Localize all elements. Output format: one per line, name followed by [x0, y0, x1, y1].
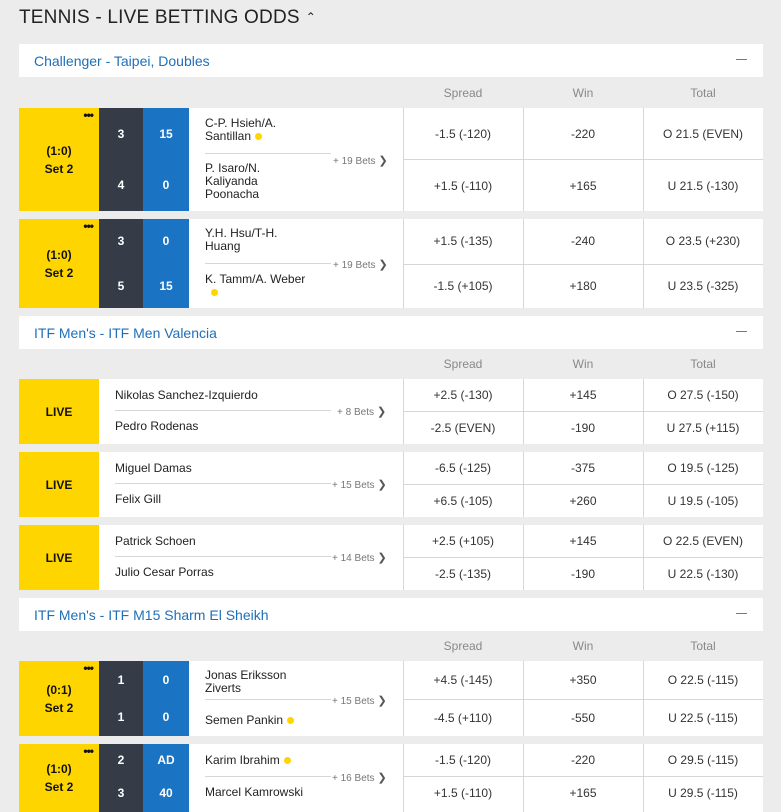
ellipsis-icon[interactable]: ••• [83, 744, 93, 758]
league-name[interactable]: Challenger - Taipei, Doubles [34, 52, 210, 69]
odds-grid [403, 108, 763, 211]
event-row [19, 525, 763, 590]
odds-grid [403, 219, 763, 308]
win-odds[interactable]: +145 [569, 388, 597, 402]
win-header: Win [572, 639, 594, 653]
chevron-right-icon: ❯ [378, 259, 388, 271]
sets-column [99, 744, 143, 812]
team-name: K. Tamm/A. Weber [205, 273, 315, 299]
current-set: Set 2 [44, 161, 74, 176]
league-header[interactable] [19, 316, 763, 349]
divider [205, 699, 331, 700]
chevron-right-icon: ❯ [378, 155, 388, 167]
points-column [143, 219, 189, 308]
more-bets-link[interactable]: + 8 Bets ❯ [337, 406, 387, 418]
ellipsis-icon[interactable]: ••• [83, 661, 93, 675]
event-row [19, 661, 763, 736]
spread-header: Spread [443, 86, 483, 100]
divider [115, 556, 331, 557]
sets-column [99, 219, 143, 308]
column-headers [403, 79, 763, 107]
spread-header: Spread [443, 639, 483, 653]
league-header[interactable] [19, 44, 763, 77]
set-score: (0:1) [46, 682, 72, 697]
total-odds[interactable]: U 22.5 (-115) [668, 711, 738, 725]
team-name: Julio Cesar Porras [115, 565, 214, 579]
spread-odds[interactable]: +1.5 (-135) [433, 234, 493, 248]
spread-odds[interactable]: -2.5 (EVEN) [430, 421, 496, 435]
spread-odds[interactable]: -1.5 (+105) [433, 279, 493, 293]
win-odds[interactable]: +145 [569, 534, 597, 548]
league-name[interactable]: ITF Men's - ITF Men Valencia [34, 324, 217, 341]
odds-grid [403, 525, 763, 590]
total-odds[interactable]: U 19.5 (-105) [667, 494, 739, 508]
current-set: Set 2 [44, 700, 74, 715]
win-odds[interactable]: +350 [569, 673, 597, 687]
serve-dot-icon [211, 289, 218, 296]
serve-dot-icon [287, 717, 294, 724]
spread-header: Spread [443, 357, 483, 371]
points-column [143, 661, 189, 736]
team-name: Marcel Kamrowski [205, 785, 304, 799]
more-bets-link[interactable]: + 19 Bets ❯ [333, 155, 388, 167]
win-odds[interactable]: +165 [569, 786, 597, 800]
live-badge: LIVE [45, 477, 73, 492]
team-name: Felix Gill [115, 492, 162, 506]
divider [205, 776, 331, 777]
spread-odds[interactable]: +2.5 (+105) [431, 534, 495, 548]
win-odds[interactable]: +165 [569, 179, 597, 193]
event-row [19, 744, 763, 812]
match-status[interactable] [19, 219, 99, 308]
total-odds[interactable]: U 29.5 (-115) [668, 786, 738, 800]
spread-odds[interactable]: -1.5 (-120) [434, 127, 492, 141]
minus-icon[interactable] [736, 53, 747, 65]
ellipsis-icon[interactable]: ••• [83, 219, 93, 233]
spread-odds[interactable]: +1.5 (-110) [433, 786, 493, 800]
spread-odds[interactable]: -6.5 (-125) [434, 461, 492, 475]
sets-score: 1 [117, 710, 125, 724]
team-name: Miguel Damas [115, 461, 192, 475]
total-header: Total [690, 639, 716, 653]
win-odds[interactable]: +180 [569, 279, 597, 293]
match-status[interactable] [19, 379, 99, 444]
total-odds[interactable]: O 29.5 (-115) [667, 753, 739, 767]
more-bets-link[interactable]: + 14 Bets ❯ [332, 552, 387, 564]
divider [205, 263, 331, 264]
spread-odds[interactable]: +6.5 (-105) [433, 494, 493, 508]
serve-dot-icon [255, 133, 262, 140]
win-odds[interactable]: -190 [570, 421, 596, 435]
more-bets-link[interactable]: + 16 Bets ❯ [332, 772, 387, 784]
points-score: 0 [162, 710, 170, 724]
points-column [143, 744, 189, 812]
more-bets-link[interactable]: + 19 Bets ❯ [333, 259, 388, 271]
page-title-text: TENNIS - LIVE BETTING ODDS [19, 7, 300, 28]
team-name: P. Isaro/N. Kaliyanda Poonacha [205, 161, 261, 201]
divider [205, 153, 331, 154]
event-row [19, 219, 763, 308]
sets-column [99, 108, 143, 211]
odds-grid [403, 661, 763, 736]
total-odds[interactable]: O 21.5 (EVEN) [662, 127, 744, 141]
odds-grid [403, 744, 763, 812]
win-odds[interactable]: +260 [569, 494, 597, 508]
sets-score: 3 [117, 127, 125, 141]
divider [115, 410, 331, 411]
team-name: Karim Ibrahim [205, 754, 325, 767]
points-score: 0 [162, 178, 170, 192]
points-score: AD [157, 753, 175, 767]
column-headers [403, 350, 763, 378]
team-name: Semen Pankin [205, 714, 325, 727]
total-header: Total [690, 357, 716, 371]
league-name[interactable]: ITF Men's - ITF M15 Sharm El Sheikh [34, 606, 269, 623]
sets-score: 1 [117, 673, 125, 687]
live-badge: LIVE [45, 404, 73, 419]
chevron-right-icon: ❯ [377, 552, 387, 564]
current-set: Set 2 [44, 265, 74, 280]
win-odds[interactable]: -220 [570, 753, 596, 767]
current-set: Set 2 [44, 780, 74, 794]
total-header: Total [690, 86, 716, 100]
sets-score: 4 [117, 178, 125, 192]
set-score: (1:0) [46, 762, 72, 776]
caret-up-icon[interactable]: ⌃ [305, 10, 317, 24]
more-bets-link[interactable]: + 15 Bets ❯ [332, 695, 387, 707]
match-status[interactable] [19, 661, 99, 736]
chevron-right-icon: ❯ [376, 406, 387, 418]
points-column [143, 108, 189, 211]
sets-score: 3 [117, 786, 125, 800]
event-row [19, 108, 763, 211]
team-name: Patrick Schoen [115, 534, 196, 548]
event-row [19, 452, 763, 517]
match-status[interactable] [19, 525, 99, 590]
points-score: 40 [159, 786, 173, 800]
divider [115, 483, 331, 484]
match-status[interactable] [19, 744, 99, 812]
spread-odds[interactable]: -1.5 (-120) [434, 753, 492, 767]
spread-odds[interactable]: +2.5 (-130) [433, 388, 493, 402]
team-name: C-P. Hsieh/A. Santillan [205, 116, 277, 143]
odds-grid [403, 452, 763, 517]
win-odds[interactable]: -550 [570, 711, 596, 725]
win-header: Win [572, 357, 594, 371]
spread-odds[interactable]: -4.5 (+110) [433, 711, 493, 725]
more-bets-link[interactable]: + 15 Bets ❯ [332, 479, 387, 491]
minus-icon[interactable] [736, 325, 747, 337]
sets-score: 5 [117, 279, 125, 293]
total-odds[interactable]: U 23.5 (-325) [667, 279, 739, 293]
spread-odds[interactable]: -2.5 (-135) [434, 567, 492, 581]
total-odds[interactable]: U 22.5 (-130) [667, 567, 739, 581]
points-score: 15 [159, 127, 173, 141]
sets-score: 3 [117, 234, 125, 248]
win-header: Win [572, 86, 594, 100]
serve-dot-icon [284, 757, 291, 764]
sets-column [99, 661, 143, 736]
total-odds[interactable]: O 22.5 (-115) [667, 673, 739, 687]
win-odds[interactable]: -375 [570, 461, 596, 475]
page-title[interactable] [19, 5, 316, 31]
spread-odds[interactable]: +4.5 (-145) [433, 673, 493, 687]
chevron-right-icon: ❯ [377, 772, 387, 784]
win-odds[interactable]: -190 [570, 567, 596, 581]
win-odds[interactable]: -220 [570, 127, 596, 141]
event-row [19, 379, 763, 444]
match-status[interactable] [19, 108, 99, 211]
total-odds[interactable]: O 22.5 (EVEN) [662, 534, 744, 548]
chevron-right-icon: ❯ [377, 479, 387, 491]
points-score: 0 [162, 673, 170, 687]
total-odds[interactable]: O 19.5 (-125) [667, 461, 739, 475]
total-odds[interactable]: U 21.5 (-130) [667, 179, 739, 193]
league-header[interactable] [19, 598, 763, 631]
total-odds[interactable]: O 27.5 (-150) [667, 388, 739, 402]
total-odds[interactable]: O 23.5 (+230) [665, 234, 741, 248]
points-score: 15 [159, 279, 173, 293]
live-badge: LIVE [45, 550, 73, 565]
team-name: Nikolas Sanchez-Izquierdo [115, 388, 258, 402]
total-odds[interactable]: U 27.5 (+115) [666, 421, 740, 435]
sets-score: 2 [117, 753, 125, 767]
team-name: Y.H. Hsu/T-H. Huang [205, 226, 278, 253]
team-name: Pedro Rodenas [115, 419, 199, 433]
win-odds[interactable]: -240 [570, 234, 596, 248]
points-score: 0 [162, 234, 170, 248]
match-status[interactable] [19, 452, 99, 517]
set-score: (1:0) [46, 143, 72, 158]
odds-grid [403, 379, 763, 444]
chevron-right-icon: ❯ [377, 695, 387, 707]
team-name: Jonas Eriksson Ziverts [205, 668, 287, 695]
ellipsis-icon[interactable]: ••• [83, 108, 93, 122]
minus-icon[interactable] [736, 607, 747, 619]
spread-odds[interactable]: +1.5 (-110) [433, 179, 493, 193]
set-score: (1:0) [46, 247, 72, 262]
column-headers [403, 632, 763, 660]
